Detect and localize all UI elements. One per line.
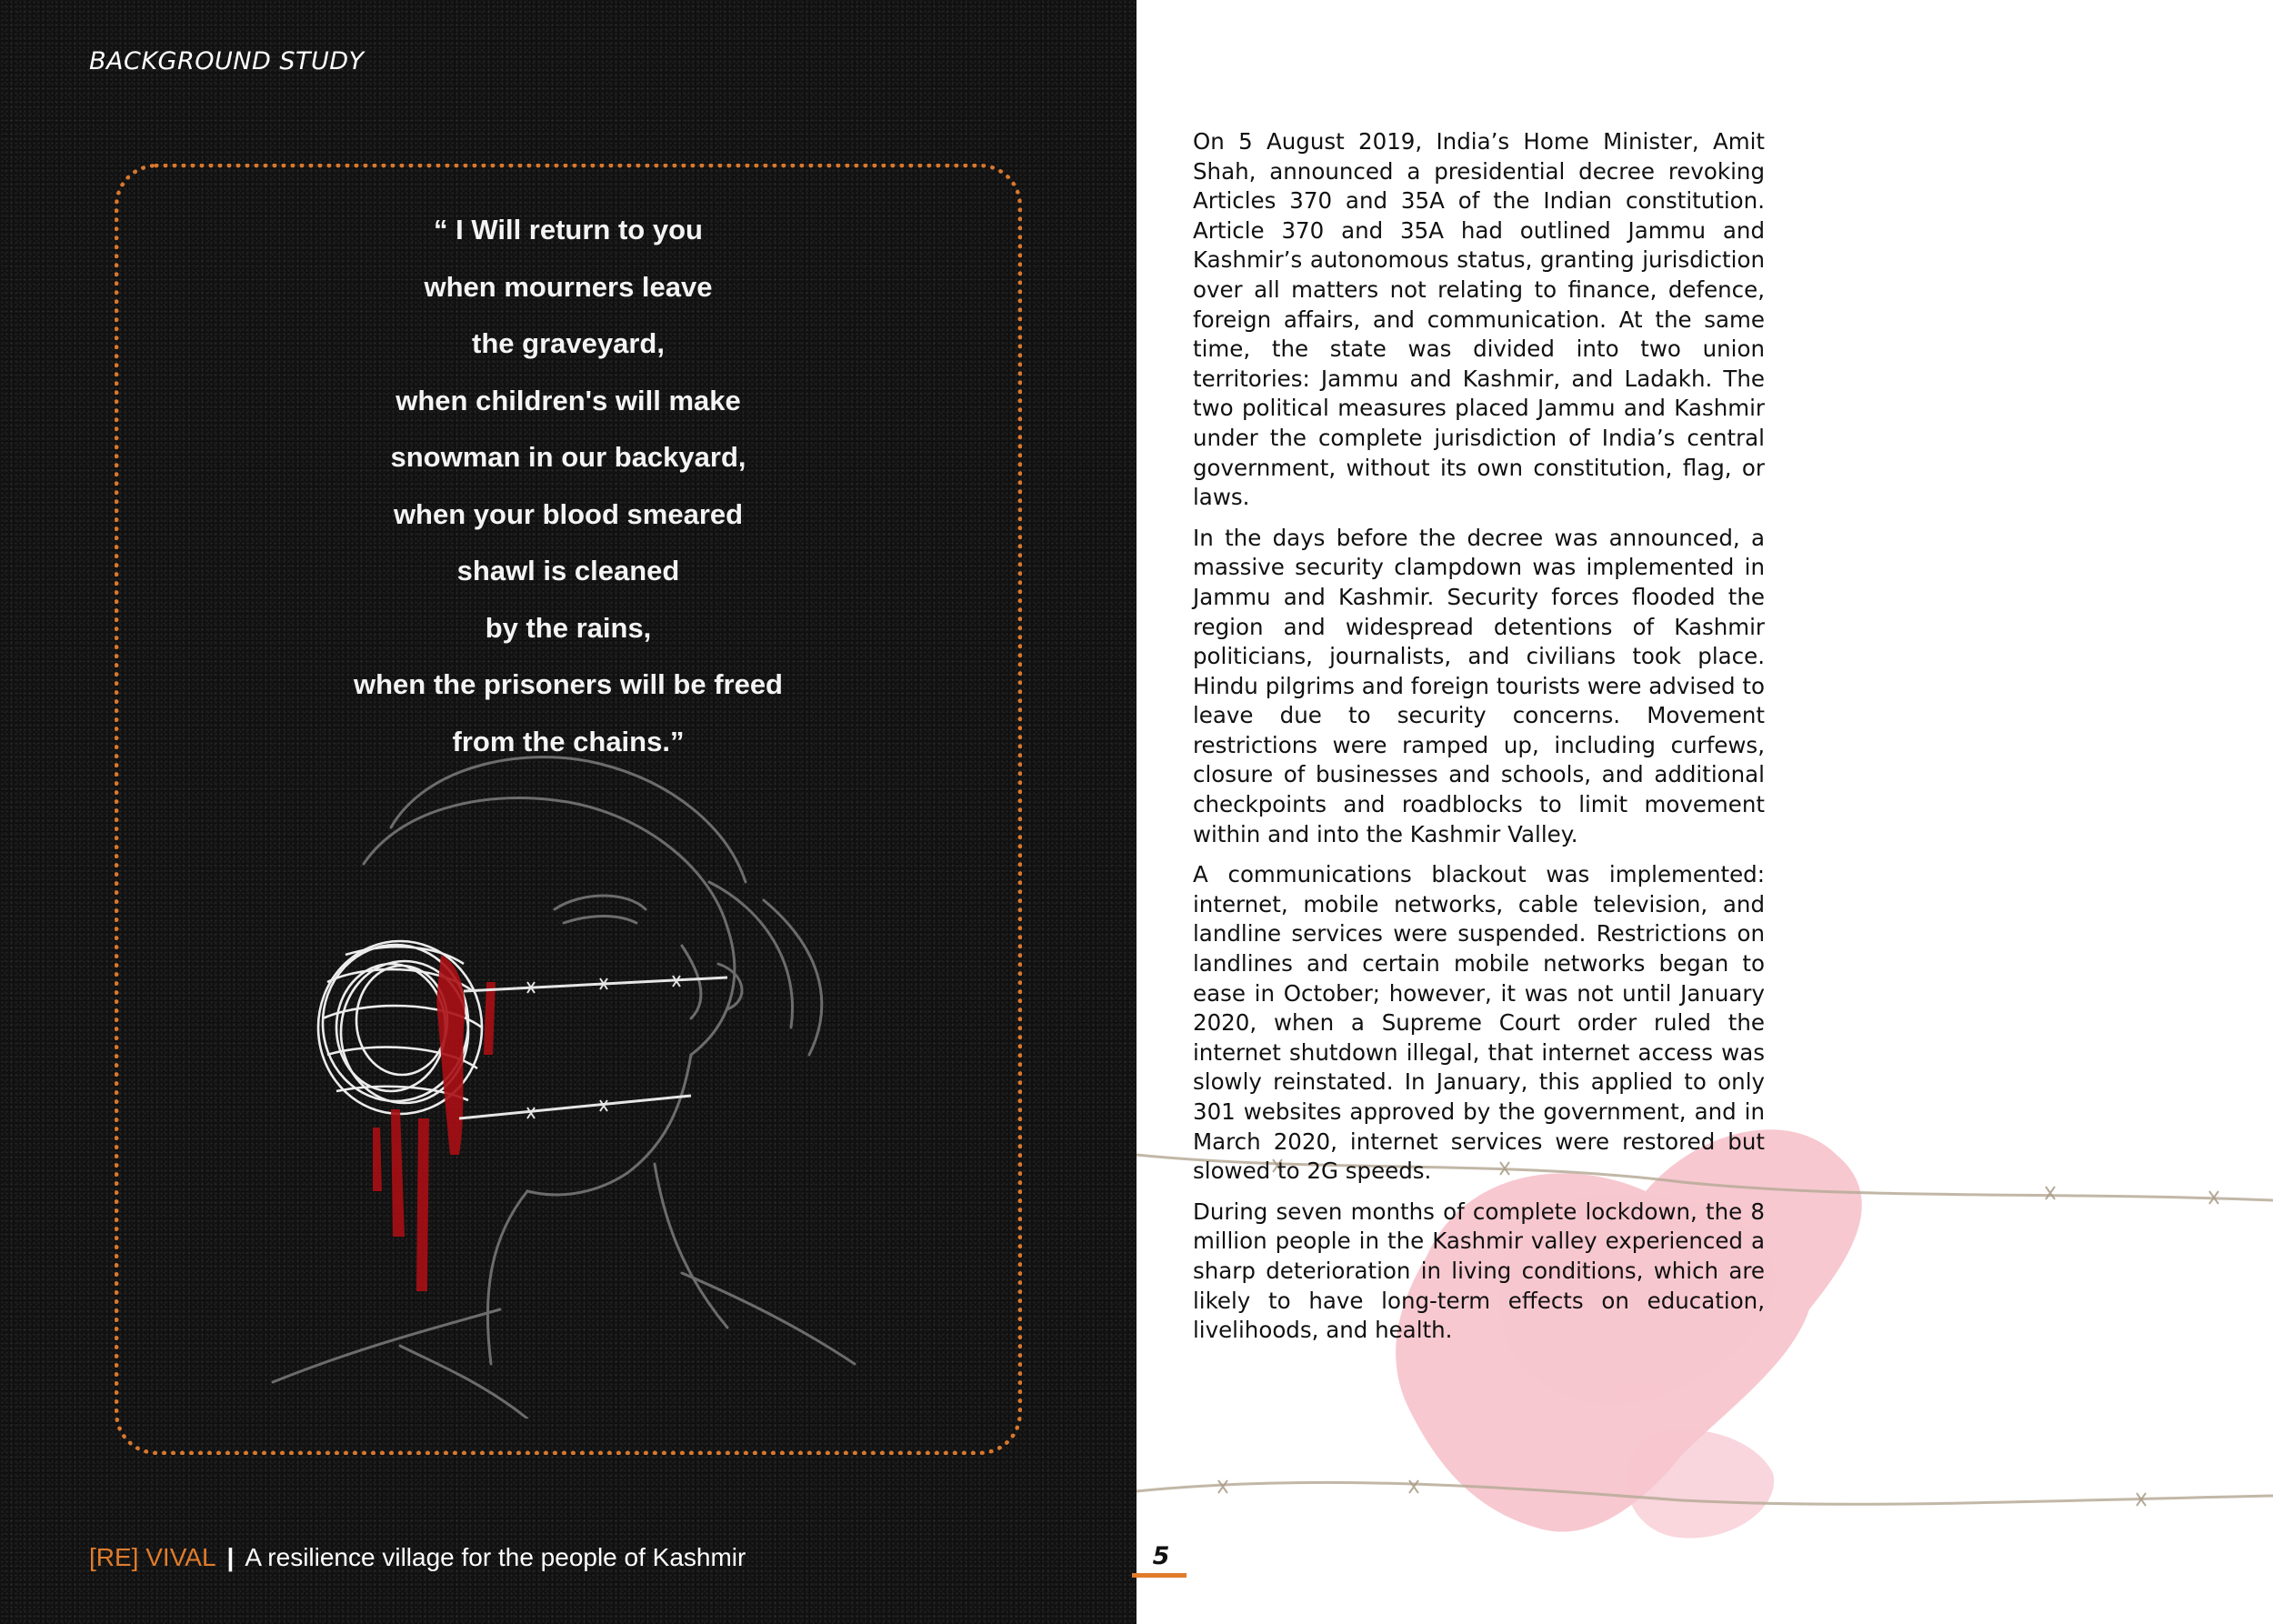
footer-tagline: A resilience village for the people of Kashmir <box>245 1543 746 1571</box>
poem-line: when mourners leave <box>424 270 713 303</box>
poem-line: “ I Will return to you <box>434 214 703 246</box>
bound-face-illustration <box>255 727 891 1418</box>
footer-brand: [RE] VIVAL <box>89 1543 216 1571</box>
poem-quote <box>273 202 864 770</box>
footer <box>89 1543 746 1572</box>
poem-line: when the prisoners will be freed <box>354 668 783 700</box>
poem-line: when your blood smeared <box>393 497 744 530</box>
poem-line: the graveyard, <box>472 327 665 359</box>
poem-line: when children's will make <box>396 384 741 416</box>
page-number: 5 <box>1152 1542 1170 1570</box>
body-text <box>1193 127 1765 1357</box>
left-page <box>0 0 1136 1624</box>
paragraph: In the days before the decree was announced, a massive security clampdown was implemented in Jammu and Kashmir. Security forces flooded the region and widespread detentions of Kashmir politicians, journalists, and civilians took place. Hindu pilgrims and foreign tourists were advised to leave due to security concerns. Movement restrictions were ramped up, including curfews, closure of businesses and schools, and additional checkpoints and roadblocks to limit movement within and into the Kashmir Valley. <box>1193 524 1765 847</box>
paragraph: During seven months of complete lockdown, the 8 million people in the Kashmir valley experienced a sharp deterioration in living conditions, which are likely to have long-term effects on education, livelihoods, and health. <box>1193 1198 1765 1344</box>
poem-line: from the chains.” <box>452 725 685 757</box>
footer-separator: | <box>226 1543 235 1571</box>
paragraph: A communications blackout was implemented: internet, mobile networks, cable television, and landline services were suspended. Restrictions on landlines and certain mobile networks began to ease in October; however, it was not until January 2020, when a Supreme Court order ruled the internet shutdown illegal, that internet access was slowly reinstated. In January, this applied to only 301 websites approved by the government, and in March 2020, internet services were restored but slowed to 2G speeds. <box>1193 861 1765 1185</box>
poem-line: by the rains, <box>485 611 652 644</box>
paragraph: On 5 August 2019, India’s Home Minister, Amit Shah, announced a presidential decree revoking Articles 370 and 35A of the Indian constitution. Article 370 and 35A had outlined Jammu and Kashmir’s autonomous status, granting jurisdiction over all matters not relating to finance, defence, foreign affairs, and communication. At the same time, the state was divided into two union territories: Jammu and Kashmir, and Ladakh. The two political measures placed Jammu and Kashmir under the complete jurisdiction of India’s central government, without its own constitution, flag, or laws. <box>1193 128 1765 511</box>
page-number-underline <box>1132 1573 1187 1578</box>
poem-line: snowman in our backyard, <box>390 441 746 473</box>
section-label: BACKGROUND STUDY <box>89 47 365 75</box>
poem-line: shawl is cleaned <box>456 555 680 586</box>
right-page <box>1136 0 2273 1624</box>
